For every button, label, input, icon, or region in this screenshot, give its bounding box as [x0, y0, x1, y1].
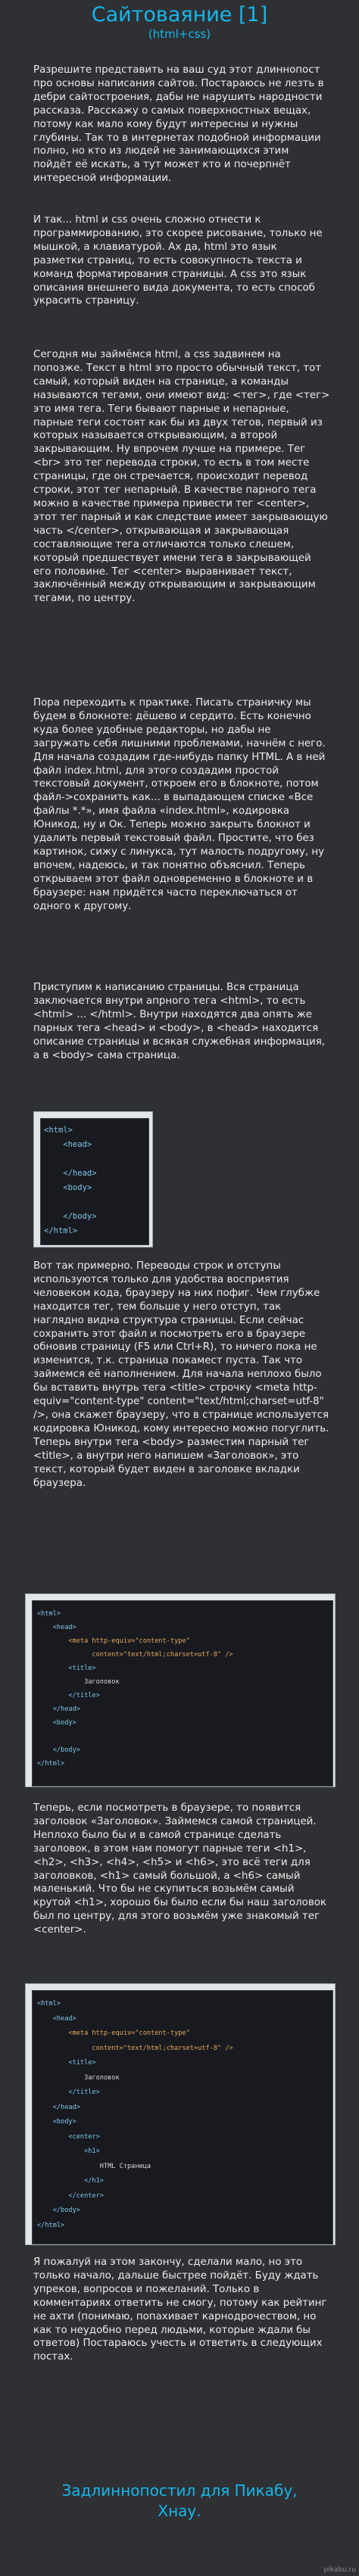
code-line: </head>	[44, 1169, 97, 1178]
html-css-paragraph: И так... html и css очень сложно отнести к программированию, это скорее рисование, только не мышкой, а клавиатурой. Ах да, html это язык разметки страниц, то есть совокупность текста и команд форматирования страницы. А css это язык описания внешнего вида документа, то есть способ украсить страницу.	[33, 214, 323, 307]
code-line: <h1>	[37, 2148, 100, 2155]
code-line: <head>	[37, 1624, 76, 1631]
code-line: content="text/html;charset=utf-8" />	[37, 2044, 233, 2052]
code-line: <body>	[44, 1183, 92, 1192]
code-line: <html>	[44, 1126, 73, 1135]
footer-signature-line-1: Задлиннопостил для Пикабу,	[61, 2481, 298, 2500]
code-line: </center>	[37, 2191, 104, 2200]
code-line: Заголовок	[37, 2073, 120, 2082]
structure-paragraph: Приступим к написанию страницы. Вся страница заключается внутри апрного тега <html>, то есть <html> ... </html>. Внутри находятся два опять же парных тега <head> и <body>, в <head> находится описание страницы и всякая служебная информация, а в <body> сама страница.	[33, 982, 326, 1061]
code-block-3-frame	[25, 1983, 336, 2245]
code-block-1	[40, 1118, 149, 1245]
code-line: <head>	[44, 1140, 92, 1149]
code-line: HTML Страница	[37, 2162, 151, 2170]
footer-signature-line-2: Хнау.	[158, 2502, 201, 2520]
code-line: <meta http-equiv="content-type"	[37, 2029, 190, 2037]
code-line: content="text/html;charset=utf-8" />	[37, 1651, 233, 1659]
code-line: <center>	[37, 2132, 100, 2141]
code-line: </head>	[37, 1705, 80, 1713]
site-watermark: pikabu.ru	[323, 2566, 356, 2574]
code-line: </html>	[44, 1226, 78, 1235]
intro-paragraph: Разрешите представить на ваш суд этот длиннопост про основы написания сайтов. Постараюсь не лезть в дебри сайтостроения, дабы не нарушить народности рассказа. Расскажу о самых поверхностных вещах, потому как мало кому будут интересны и нужны глубины. Так то в интернетах подобной информации полно, но кто из людей не занимающихся этим пойдёт её искать, а тут может кто и почерпнёт интересной информации.	[33, 64, 324, 185]
code-line: </head>	[37, 2103, 80, 2111]
code-line: </body>	[37, 2207, 80, 2214]
code-line: </html>	[37, 1760, 65, 1768]
code-line: </body>	[44, 1212, 97, 1221]
code-line: <meta http-equiv="content-type"	[37, 1637, 190, 1645]
practice-paragraph: Пора переходить к практике. Писать страничку мы будем в блокноте: дёшево и сердито. Есть конечно куда более удобные редакторы, но дабы не загружать себя лишними проблемами, начнём с него. Для начала создадим где-нибудь папку HTML. А в ней файл index.html, для этого создадим простой текстовый документ, откроем его в блокноте, потом файл->сохранить как... в выпадающем списке «Все файлы *.*», имя файла «index.html», кодировка Юникод, ну и Ок. Теперь можно закрыть блокнот и удалить первый текстовый файл. Простите, что без картинок, сижу с линукса, тут малость подругому, ну впочем, надеюсь, и так понятно объяснил. Теперь открываем этот файл одновременно в блокноте и в браузере: нам придётся часто переключаться от одного к другому.	[33, 697, 326, 912]
tags-paragraph: Сегодня мы займёмся html, а css задвинем на попозже. Текст в html это просто обычный текст, тот самый, который виден на странице, а команды называются тегами, они имеют вид: <тег>, где <тег> это имя тега. Теги бывают парные и непарные, парные теги состоят как бы из двух тегов, первый из которых называется открывающим, а второй закрывающим. Ну впрочем лучше на примере. Тег <br> это тег перевода строки, то есть в том месте страницы, где он стречается, происходит перевод строки, этот тег непарный. В качестве парного тега можно в качестве примера привести тег <center>, этот тег парный и как следствие имеет закрывающую часть </center>, открывающая и закрывающая составляющие тега отличаются только слешем, который предшествует имени тега в закрывающей его половине. Тег <center> выравнивает текст, заключённый между открывающим и закрывающим тегами, по центру.	[33, 349, 330, 605]
code-line: <html>	[37, 2000, 61, 2008]
meta-title-paragraph: Вот так примерно. Переводы строк и отступы используются только для удобства восприятия человеком кода, браузеру на них пофиг. Чем глубже находится тег, тем больше у него отступ, так наглядно видна структура страницы. Если сейчас сохранить этот файл и посмотреть его в браузере обновив страницу (F5 или Ctrl+R), то ничего пока не изменится, т.к. страница покамест пуста. Так что займемся её наполнением. Для начала неплохо было бы вставить внутрь тега <title> строчку <meta http-equiv="content-type" content="text/html;charset=utf-8" />, она скажет браузеру, что в странице используется кодировка Юникод, кому интересно можно погуглить. Теперь внутри тега <body> разместим парный тег <title>, а внутри него напишем «Заголовок», это текст, который будет виден в заголовке вкладки браузера.	[33, 1260, 329, 1489]
code-line: </body>	[37, 1746, 80, 1754]
code-line	[44, 1152, 148, 1167]
headings-paragraph: Теперь, если посмотреть в браузере, то появится заголовок «Заголовок». Займемся самой страницей. Неплохо было бы и в самой странице сделать заголовок, в этом нам помогут парные теги <h1>, <h2>, <h3>, <h4>, <h5> и <h6>, это всё теги для заголовков, <h1> самый большой, а <h6> самый маленький. Что бы не скупиться возьмём самый крутой <h1>, хорошо бы было если бы наш заголовок был по центру, для этого возьмём уже знакомый тег <center>.	[33, 1802, 327, 1936]
code-line: <html>	[37, 1610, 61, 1618]
code-line: </title>	[37, 1692, 100, 1699]
code-line: </html>	[37, 2221, 65, 2229]
code-line: <body>	[37, 1719, 76, 1727]
code-line: </title>	[37, 2089, 100, 2096]
code-block-3	[32, 1990, 333, 2244]
code-line	[44, 1195, 148, 1210]
page-subtitle: (html+css)	[148, 27, 211, 41]
code-block-2	[32, 1600, 333, 1786]
code-block-1-frame	[33, 1111, 153, 1248]
closing-paragraph: Я пожалуй на этом закончу, сделали мало, но это только начало, дальше быстрее пойдёт. Буду ждать упреков, вопросов и пожеланий. Только в комментариях ответить не смогу, потому как рейтинг не ахти (понимаю, попахивает карнодрочеством, но как то неудобно перед людьми, которые ждали бы ответов) Постараюсь учесть и ответить в следующих постах.	[33, 2257, 327, 2363]
code-line: Заголовок	[37, 1678, 120, 1686]
code-block-2-frame	[25, 1593, 336, 1787]
code-line	[37, 1730, 332, 1743]
page-title: Сайтоваяние [1]	[91, 3, 268, 26]
code-line: <head>	[37, 2014, 76, 2023]
code-line: </h1>	[37, 2177, 104, 2185]
code-line: <body>	[37, 2118, 76, 2126]
code-line: <title>	[37, 1665, 96, 1672]
code-line: <title>	[37, 2059, 96, 2067]
